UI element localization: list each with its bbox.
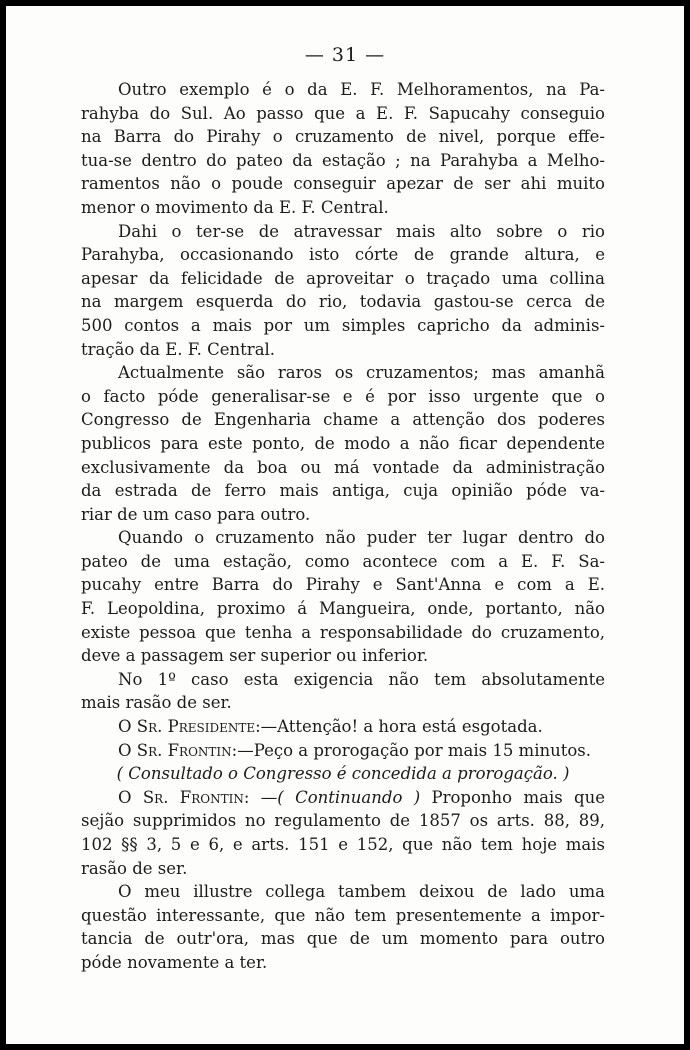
text-line: tancia de outr'ora, mas que de um momento para outro (81, 929, 605, 949)
paragraph (81, 220, 605, 362)
text-line: tração da E. F. Central. (81, 339, 276, 359)
paragraphs (81, 78, 605, 715)
book-page (6, 6, 684, 1044)
text-line: tua-se dentro do pateo da estação ; na Parahyba a Melho- (81, 150, 605, 170)
frontin2-continuando: ( Continuando ) (277, 787, 421, 807)
text-line: sejão supprimidos no regulamento de 1857 os arts. 88, 89, (81, 811, 605, 831)
text-line: pateo de uma estação, como acontece com a E. F. Sa- (81, 551, 605, 571)
text-line: Parahyba, occasionando isto córte de grande altura, e (81, 245, 605, 265)
text-line: ramentos não o poude conseguir apezar de ser ahi muito (81, 174, 605, 194)
text-line: questão interessante, que não tem presentemente a impor- (81, 905, 605, 925)
text-line: póde novamente a ter. (81, 952, 268, 972)
presidente-speech: :—Attenção! a hora está esgotada. (255, 717, 543, 737)
stage-direction: ( Consultado o Congresso é concedida a prorogação. ) (116, 764, 570, 784)
text-line: apesar da felicidade de aproveitar o traçado uma collina (81, 268, 605, 288)
paragraph (81, 526, 605, 668)
text-line: 500 contos a mais por um simples capricho da adminis- (81, 315, 605, 335)
text-line: No 1º caso esta exigencia não tem absolutamente (118, 669, 605, 689)
presidente-line (81, 715, 605, 739)
frontin2-continuation (81, 809, 605, 880)
text-line: 102 §§ 3, 5 e 6, e arts. 151 e 152, que não tem hoje mais (81, 835, 605, 854)
text-line: rasão de ser. (81, 858, 188, 878)
text-line: O meu illustre collega tambem deixou de lado uma (118, 882, 605, 902)
frontin2-rest: Proponho mais que (420, 787, 605, 807)
speaker-presidente: O Sr. Presidente (118, 717, 256, 737)
text-line: Actualmente são raros os cruzamentos; mas amanhã (118, 363, 605, 383)
page-body (81, 78, 605, 975)
text-line: mais rasão de ser. (81, 693, 232, 713)
text-line: exclusivamente da boa ou má vontade da administração (81, 457, 605, 477)
text-line: Congresso de Engenharia chame a attenção dos poderes (81, 410, 605, 430)
text-line: o facto póde generalisar-se e é por isso urgente que o (81, 386, 605, 406)
text-line: rahyba do Sul. Ao passo que a E. F. Sapucahy conseguio (81, 103, 605, 123)
final-paragraph (81, 880, 605, 974)
text-line: na Barra do Pirahy o cruzamento de nivel, porque effe- (81, 127, 605, 147)
text-line: Dahi o ter-se de atravessar mais alto sobre o rio (118, 221, 605, 241)
frontin2-line (81, 786, 605, 810)
text-line: da estrada de ferro mais antiga, cuja opinião póde va- (81, 481, 605, 501)
frontin-speech: :—Peço a prorogação por mais 15 minutos. (231, 740, 592, 760)
text-line: Quando o cruzamento não puder ter lugar dentro do (118, 528, 605, 548)
frontin2-sep: : — (243, 787, 278, 807)
text-line: deve a passagem ser superior ou inferior. (81, 646, 429, 666)
text-line: existe pessoa que tenha a responsabilidade do cruzamento, (81, 622, 605, 642)
text-line: pucahy entre Barra do Pirahy e Sant'Anna e com a E. (81, 575, 605, 595)
page-number: — 31 — (304, 44, 386, 66)
text-line: F. Leopoldina, proximo á Mangueira, onde, portanto, não (81, 599, 605, 619)
paragraph (81, 78, 605, 220)
text-line: menor o movimento da E. F. Central. (81, 197, 389, 217)
frontin-line (81, 739, 605, 763)
speaker-frontin-2: O Sr. Frontin (118, 787, 244, 807)
text-line: na margem esquerda do rio, todavia gastou-se cerca de (81, 292, 605, 312)
text-line: Outro exemplo é o da E. F. Melhoramentos, na Pa- (118, 80, 605, 99)
paragraph (81, 668, 605, 715)
text-line: publicos para este ponto, de modo a não ficar dependente (81, 433, 605, 453)
text-line: riar de um caso para outro. (81, 504, 311, 524)
paragraph (81, 361, 605, 526)
speaker-frontin: O Sr. Frontin (118, 740, 232, 760)
